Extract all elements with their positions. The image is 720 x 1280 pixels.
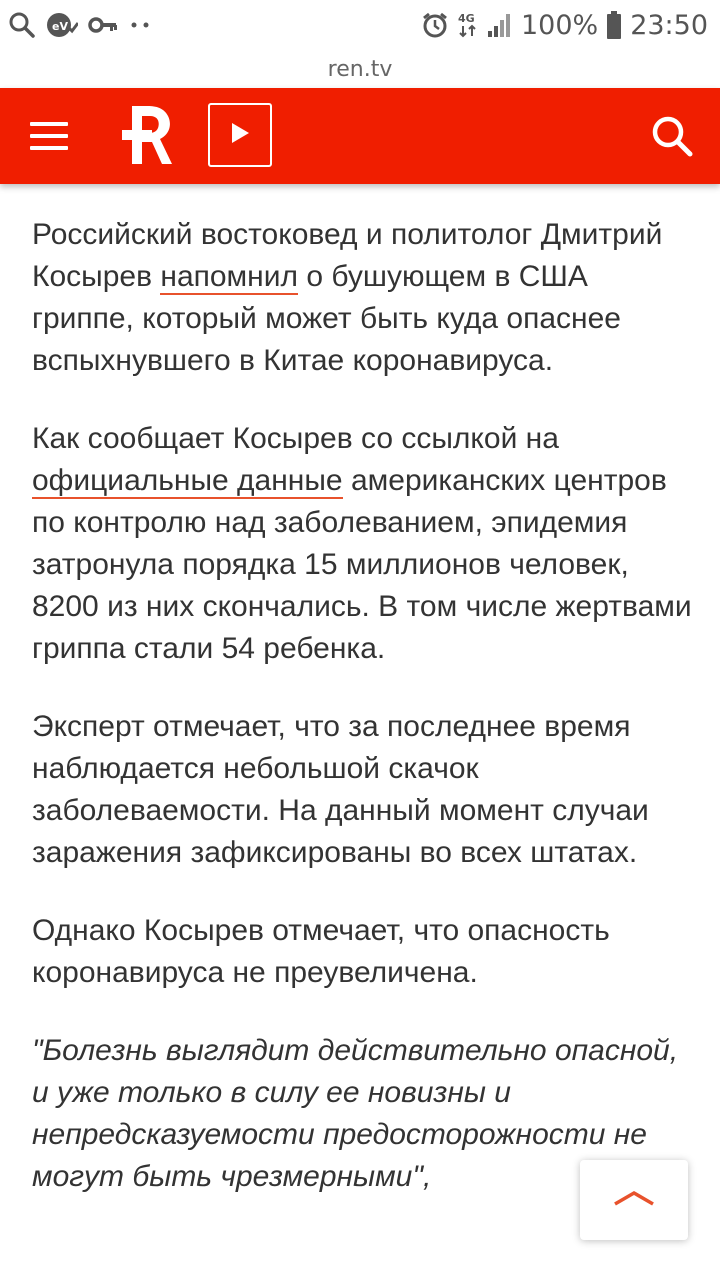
search-icon [650,145,694,162]
link-napomnil[interactable]: напомнил [160,260,299,293]
paragraph-text: американских центров по контролю над заболеванием, эпидемия затронула порядка 15 миллионов человек, 8200 из них скончались. В том числе жертвами гриппа стали 54 ребенка. [32,464,692,665]
play-button[interactable] [208,103,272,167]
paragraph-text: Российский востоковед и политолог Дмитрий Косырев [32,218,663,293]
chevron-up-icon [612,1188,656,1213]
link-official-data[interactable]: официальные данные [32,464,343,497]
article-body [32,214,698,1234]
article-paragraph-3: Эксперт отмечает, что за последнее время наблюдается небольшой скачок заболеваемости. На данный момент случаи заражения зафиксированы во всех штатах. [32,710,649,869]
hamburger-menu-icon[interactable] [30,122,70,152]
signal-icon [487,12,513,38]
svg-text:4G: 4G [457,12,475,25]
article-quote: "Болезнь выглядит действительно опасной, и уже только в силу ее новизны и непредсказуемости предосторожности не могут быть чрезмерными", [32,1034,679,1193]
status-bar-right [421,8,708,42]
url-bar[interactable] [0,50,720,88]
battery-icon [606,11,622,39]
clock: 23:50 [630,9,708,41]
key-icon [88,14,118,36]
site-header [0,88,720,184]
url-text[interactable]: ren.tv [327,56,393,82]
search-button[interactable] [650,114,694,158]
status-bar [0,0,720,50]
article-paragraph-1 [32,214,698,382]
ev-check-icon [46,11,78,39]
play-icon [229,121,251,150]
battery-percent: 100% [520,9,599,41]
scroll-to-top-button[interactable] [580,1160,688,1240]
article-paragraph-4: Однако Косырев отмечает, что опасность коронавируса не преувеличена. [32,914,610,989]
status-bar-left [8,10,154,40]
search-icon [8,11,36,39]
4g-icon [457,10,479,40]
paragraph-text: Как сообщает Косырев со ссылкой на [32,422,559,455]
alarm-icon [421,11,449,39]
paragraph-text: о бушующем в США гриппе, который может быть куда опаснее вспыхнувшего в Китае коронавируса. [32,260,621,377]
ren-tv-logo[interactable] [118,102,174,173]
article-paragraph-2 [32,418,698,670]
svg-text:eV: eV [52,20,68,33]
more-dots-icon [128,15,154,35]
